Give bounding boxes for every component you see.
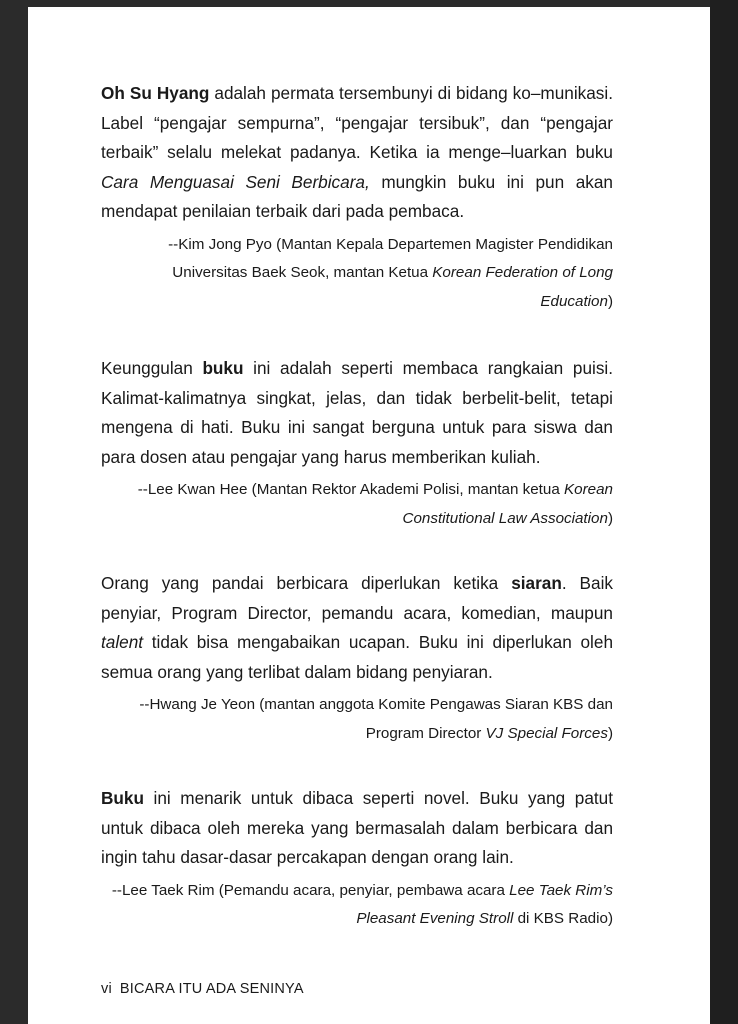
testimonial-2-text-start: Keunggulan (101, 358, 203, 378)
testimonial-3-text-end: tidak bisa mengabaikan ucapan. Buku ini diperlukan oleh semua orang yang terlibat dalam bidang penyiaran. (101, 632, 613, 682)
testimonial-4-attribution (101, 877, 613, 934)
testimonial-3-text (101, 569, 613, 687)
attribution-4-show: Lee Taek Rim’s Pleasant Evening Stroll (356, 881, 613, 927)
testimonial-1-attribution (101, 231, 613, 317)
testimonial-4-text (101, 784, 613, 873)
testimonial-4-text-end: ini menarik untuk dibaca seperti novel. Buku yang patut untuk dibaca oleh mereka yang bermasalah dalam berbicara dan ingin tahu dasar-dasar percakapan dengan orang lain. (101, 788, 613, 867)
attribution-1-close: ) (607, 292, 613, 310)
testimonial-1 (101, 79, 613, 316)
testimonial-3-text-mid: . Baik penyiar, Program Director, pemandu acara, komedian, maupun (101, 573, 613, 623)
running-title: BICARA ITU ADA SENINYA (119, 981, 304, 997)
testimonial-2-text-bold: buku (202, 358, 244, 378)
attribution-2-org: Korean Constitutional Law Association (402, 481, 613, 527)
attribution-2-text: --Lee Kwan Hee (Mantan Rektor Akademi Polisi, mantan ketua (137, 481, 565, 498)
testimonial-2 (101, 354, 613, 533)
viewer-edge (710, 0, 738, 1024)
attribution-4-close: di KBS Radio) (513, 910, 613, 927)
attribution-1-org: Korean Federation of Long Education (432, 264, 613, 310)
testimonial-1-text-end: mungkin buku ini pun akan mendapat penilaian terbaik dari pada pembaca. (101, 171, 613, 221)
page-number: vi (101, 981, 112, 997)
testimonial-1-text-part: adalah permata tersembunyi di bidang ko–munikasi. Label “pengajar sempurna”, “pengajar tersibuk”, dan “pengajar terbaik” selalu melekat padanya. Ketika ia menge–luarkan buku (101, 83, 613, 162)
testimonial-2-text (101, 354, 613, 472)
testimonial-2-text-end: ini adalah seperti membaca rangkaian puisi. Kalimat-kalimatnya singkat, jelas, dan tidak berbelit-belit, tetapi mengena di hati. Buku ini sangat berguna untuk para siswa dan para dosen atau pengajar yang harus memberikan kuliah. (101, 358, 614, 467)
testimonial-4-text-bold: Buku (101, 788, 144, 808)
testimonial-1-text (101, 79, 613, 227)
attribution-2-close: ) (607, 509, 613, 527)
testimonial-2-attribution (101, 476, 613, 533)
attribution-3-show: VJ Special Forces (485, 724, 608, 742)
testimonial-4 (101, 784, 613, 934)
testimonial-3 (101, 569, 613, 748)
page-footer (101, 981, 304, 997)
testimonial-1-text-bold: Oh Su Hyang (101, 83, 210, 103)
testimonials-section (101, 79, 613, 934)
attribution-3-close: ) (607, 724, 613, 742)
testimonial-1-book-title: Cara Menguasai Seni Berbicara, (101, 171, 370, 192)
attribution-3-text: --Hwang Je Yeon (mantan anggota Komite Pengawas Siaran KBS dan Program Director (139, 696, 613, 742)
testimonial-3-attribution (101, 691, 613, 748)
testimonial-3-text-italic: talent (101, 632, 144, 652)
book-page (28, 7, 710, 1024)
testimonial-3-text-bold: siaran (511, 573, 562, 593)
attribution-1-text: --Kim Jong Pyo (Mantan Kepala Departemen Magister Pendidikan Universitas Baek Seok, mantan Ketua (168, 235, 613, 281)
testimonial-3-text-start: Orang yang pandai berbicara diperlukan ketika (101, 573, 512, 593)
attribution-4-text: --Lee Taek Rim (Pemandu acara, penyiar, pembawa acara (111, 881, 510, 899)
